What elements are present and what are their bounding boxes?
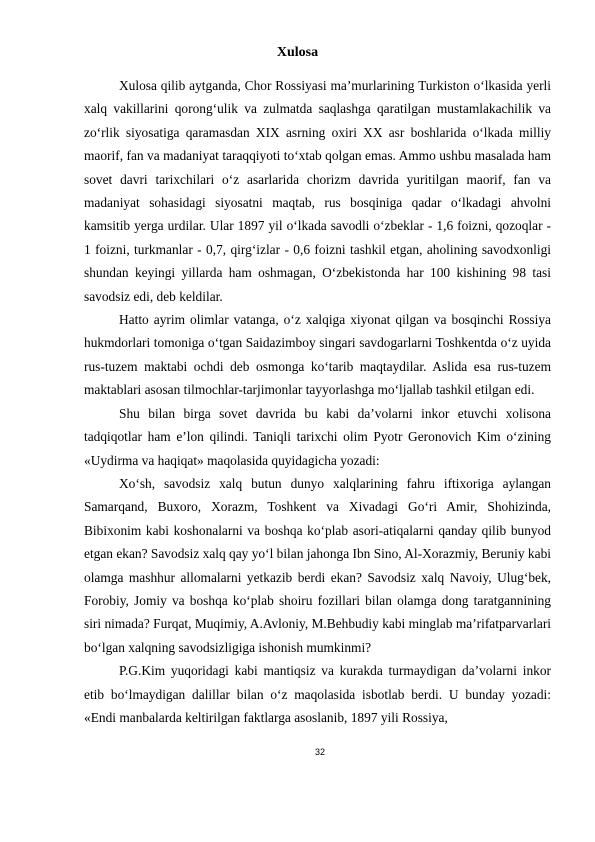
paragraph-4: Xo‘sh, savodsiz xalq butun dunyo xalqlarining fahru iftixoriga aylangan Samarqand, Buxoro, Xorazm, Toshkent va Xivadagi Go‘ri Amir, Shohizinda, Bibixonim kabi koshonalarni va boshqa ko‘plab asori-atiqalarni qanday qilib bunyod etgan ekan? Savodsiz xalq qay yo‘l bilan jahonga Ibn Sino, Al-Xorazmiy, Beruniy kabi olamga mashhur allomalarni yetkazib berdi ekan? Savodsiz xalq Navoiy, Ulug‘bek, Forobiy, Jomiy va boshqa ko‘plab shoiru fozillari bilan olamga dong taratgannining siri nimada? Furqat, Muqimiy, A.Avloniy, M.Behbudiy kabi minglab ma’rifatparvarlari bo‘lgan xalqning savodsizligiga ishonish mumkinmi? — [84, 475, 551, 655]
paragraph-5: P.G.Kim yuqoridagi kabi mantiqsiz va kurakda turmaydigan da’volarni inkor etib bo‘lmaydigan dalillar bilan o‘z maqolasida isbotlab berdi. U bunday yozadi: «Endi manbalarda keltirilgan faktlarga asoslanib, 1897 yili Rossiya, — [84, 663, 551, 725]
document-body — [84, 74, 551, 729]
page-number: 32 — [314, 747, 325, 757]
paragraph-3: Shu bilan birga sovet davrida bu kabi da’volarni inkor etuvchi xolisona tadqiqotlar ham e’lon qilindi. Taniqli tarixchi olim Pyotr Geronovich Kim o‘zining «Uydirma va haqiqat» maqolasida quyidagicha yozadi: — [84, 405, 551, 468]
page-title: Xulosa — [276, 45, 319, 60]
paragraph-1: Xulosa qilib aytganda, Chor Rossiyasi ma’murlarining Turkiston o‘lkasida yerli xalq vakillarini qorong‘ulik va zulmatda saqlashga qaratilgan mustamlakachilik va zo‘rlik siyosatiga qaramasdan XIX asrning oxiri XX asr boshlarida o‘lkada milliy maorif, fan va madaniyat taraqqiyoti to‘xtab qolgan emas. Ammo ushbu masalada ham sovet davri tarixchilari o‘z asarlarida chorizm davrida yuritilgan maorif, fan va madaniyat sohasidagi siyosatni maqtab, rus bosqiniga qadar o‘lkadagi ahvolni kamsitib yerga urdilar. Ular 1897 yil o‘lkada savodli o‘zbeklar - 1,6 foizni, qozoqlar - 1 foizni, turkmanlar - 0,7, qirg‘izlar - 0,6 foizni tashkil etgan, aholining savodxonligi shundan keyingi yillarda ham oshmagan, O‘zbekistonda har 100 kishining 98 tasi savodsiz edi, deb keldilar. — [84, 78, 551, 304]
paragraph-2: Hatto ayrim olimlar vatanga, o‘z xalqiga xiyonat qilgan va bosqinchi Rossiya hukmdorlari tomoniga o‘tgan Saidazimboy singari savdogarlarni Toshkentda o‘z uyida rus-tuzem maktabi ochdi deb osmonga ko‘tarib maqtaydilar. Aslida esa rus-tuzem maktablari asosan tilmochlar-tarjimonlar tayyorlashga mo‘ljallab tashkil etilgan edi. — [84, 312, 551, 398]
